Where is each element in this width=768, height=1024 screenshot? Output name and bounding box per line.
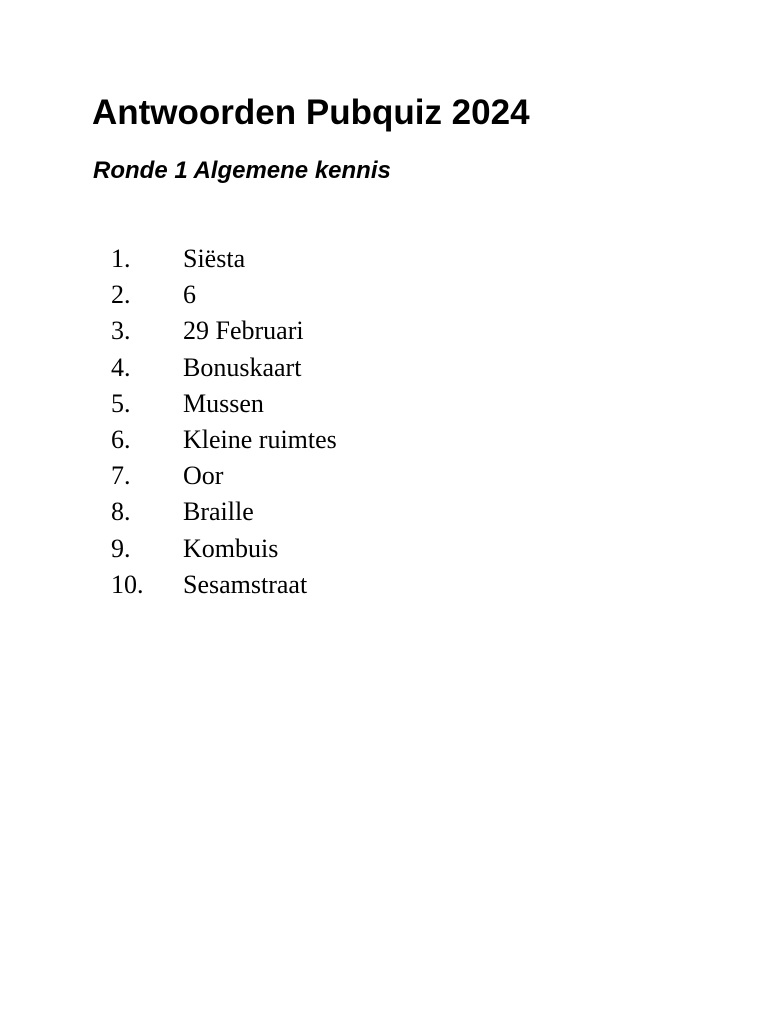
answer-text: Bonuskaart [183, 352, 302, 382]
answer-number: 7. [111, 461, 131, 491]
answer-text: 29 Februari [183, 316, 304, 346]
answer-number: 9. [111, 533, 131, 563]
answer-number: 4. [111, 352, 131, 382]
answer-number: 6. [111, 424, 131, 454]
answer-number: 3. [111, 316, 131, 346]
answer-number: 8. [111, 497, 131, 527]
answer-number: 5. [111, 388, 131, 418]
answer-text: Oor [183, 461, 224, 491]
answer-text: Sesamstraat [183, 569, 308, 599]
answer-text: Kombuis [183, 533, 279, 563]
answer-text: Kleine ruimtes [183, 424, 337, 454]
answer-text: Siësta [183, 244, 246, 273]
answer-text: Braille [183, 497, 254, 527]
document-title: Antwoorden Pubquiz 2024 [92, 93, 530, 132]
answer-text: 6 [183, 280, 196, 310]
answer-number: 1. [111, 244, 131, 273]
answer-number: 10. [111, 569, 144, 599]
answer-number: 2. [111, 280, 131, 310]
round-subtitle: Ronde 1 Algemene kennis [93, 157, 391, 184]
answer-text: Mussen [183, 388, 264, 418]
